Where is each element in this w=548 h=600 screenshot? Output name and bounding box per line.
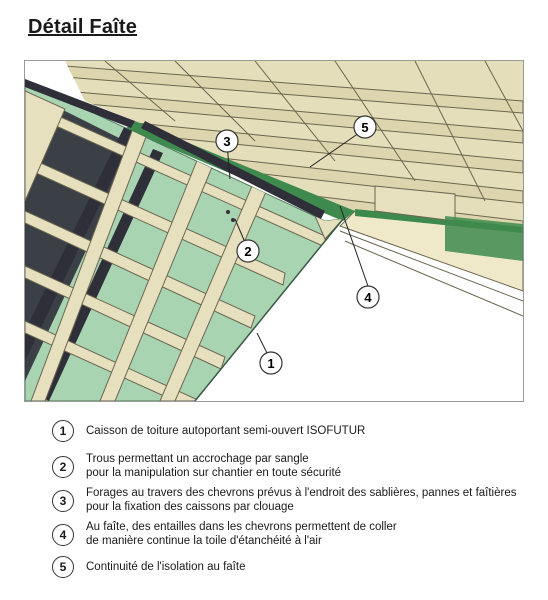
svg-text:3: 3 — [223, 134, 231, 149]
legend-number-4: 4 — [52, 524, 74, 546]
legend-item-5 — [52, 556, 245, 578]
svg-text:5: 5 — [361, 120, 369, 135]
ridge-illustration — [25, 61, 523, 401]
legend-item-3 — [52, 486, 516, 514]
legend-description-2: Trous permettant un accrochage par sangle pour la manipulation sur chantier en toute sécurité — [86, 453, 342, 479]
callout-2 — [237, 240, 259, 262]
page-title: Détail Faîte — [28, 16, 138, 38]
callout-3 — [216, 130, 238, 152]
callout-1 — [260, 352, 282, 374]
svg-text:4: 4 — [364, 290, 372, 305]
legend-item-1 — [52, 420, 365, 442]
svg-text:1: 1 — [267, 356, 275, 371]
legend-number-3: 3 — [52, 490, 74, 512]
legend-description-5: Continuité de l'isolation au faîte — [86, 561, 246, 573]
legend-description-4: Au faîte, des entailles dans les chevrons permettent de coller de manière continue la toile d'étanchéité à l'air — [86, 521, 397, 547]
callout-5 — [354, 116, 376, 138]
legend-description-1: Caisson de toiture autoportant semi-ouvert ISOFUTUR — [86, 425, 366, 437]
legend-description-3: Forages au travers des chevrons prévus à l'endroit des sablières, pannes et faîtières pour la fixation des caissons par clouage — [86, 487, 517, 513]
legend-item-2 — [52, 452, 341, 480]
callout-4 — [357, 286, 379, 308]
roof-ridge-drawing — [24, 60, 524, 402]
svg-text:2: 2 — [244, 244, 252, 259]
legend-number-2: 2 — [52, 456, 74, 478]
legend-number-5: 5 — [52, 556, 74, 578]
legend-item-4 — [52, 520, 397, 548]
legend-number-1: 1 — [52, 420, 74, 442]
